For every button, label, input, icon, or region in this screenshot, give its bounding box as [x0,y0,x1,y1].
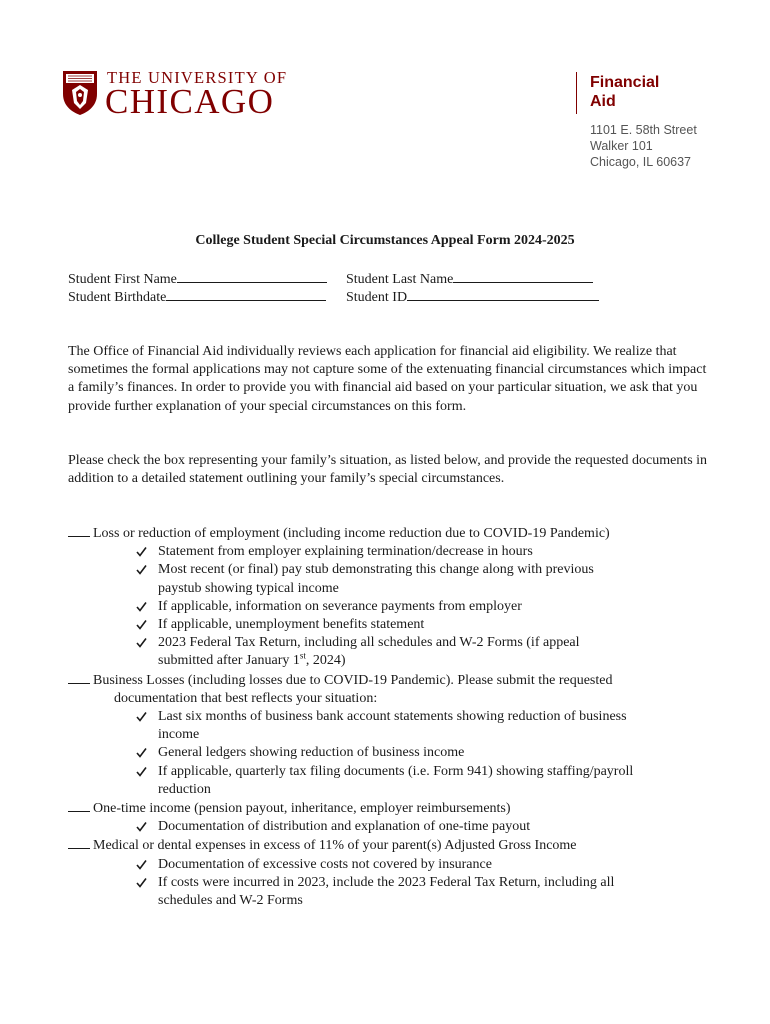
list-item-text: If applicable, quarterly tax filing documents (i.e. Form 941) showing staffing/payroll [158,763,634,779]
checkmark-icon [136,874,150,888]
list-item-continuation: income [158,727,200,743]
list-item [68,856,718,874]
address-line3: Chicago, IL 60637 [590,155,692,169]
birthdate-label: Student Birthdate [68,290,167,305]
list-item [68,818,718,836]
list-item [68,543,718,561]
checkmark-icon [136,708,150,722]
list-item [68,561,718,579]
university-crest-logo [62,70,98,116]
first-name-label: Student First Name [68,272,177,287]
list-item-text: Documentation of excessive costs not covered by insurance [158,856,492,872]
checkmark-icon [136,634,150,648]
checkmark-icon [136,561,150,575]
ordinal-suffix: st [299,650,306,661]
list-item-text: 2023 Federal Tax Return, including all schedules and W-2 Forms (if appeal [158,635,580,651]
circumstance-categories [68,524,718,910]
checkmark-icon [136,598,150,612]
category-check-blank[interactable] [68,671,90,684]
list-item [68,874,718,892]
office-title [590,73,659,111]
office-address [590,122,697,170]
form-title: College Student Special Circumstances Appeal Form 2024-2025 [195,233,575,248]
continuation-text: , 2024) [305,653,346,669]
category-label: One-time income (pension payout, inheritance, employer reimbursements) [93,801,511,817]
category-one-time-income [68,799,718,818]
student-id-label: Student ID [346,290,408,305]
last-name-label: Student Last Name [346,272,454,287]
list-item-text: If applicable, information on severance payments from employer [158,598,522,614]
list-item-continuation: schedules and W-2 Forms [158,893,303,909]
list-item-text: Documentation of distribution and explanation of one-time payout [158,819,531,835]
list-item-text: Statement from employer explaining termination/decrease in hours [158,544,533,560]
birthdate-field[interactable] [166,288,326,301]
list-item-continuation: paystub showing typical income [158,580,339,596]
checkmark-icon [136,616,150,630]
list-item-continuation [68,652,718,670]
university-name-line1: THE UNIVERSITY OF [107,68,288,87]
category-label-continuation: documentation that best reflects your situation: [114,690,378,706]
continuation-text: submitted after January 1 [158,653,300,669]
category-label: Medical or dental expenses in excess of 11% of your parent(s) Adjusted Gross Income [93,838,577,854]
header-divider [576,72,577,114]
student-id-field[interactable] [407,288,599,301]
address-line1: 1101 E. 58th Street [590,123,697,137]
list-item-text: Last six months of business bank account statements showing reduction of business [158,709,627,725]
category-employment [68,524,718,543]
checkmark-icon [136,818,150,832]
checkmark-icon [136,763,150,777]
list-item [68,708,718,726]
list-item [68,598,718,616]
checkmark-icon [136,856,150,870]
university-name-line2: CHICAGO [105,82,275,121]
list-item-text: If costs were incurred in 2023, include the 2023 Federal Tax Return, including all [158,874,615,890]
list-item-continuation: reduction [158,781,211,797]
list-item [68,634,718,652]
first-name-field[interactable] [177,270,327,283]
category-label: Business Losses (including losses due to COVID-19 Pandemic). Please submit the requested [93,672,613,688]
last-name-field[interactable] [453,270,593,283]
list-item-text: If applicable, unemployment benefits statement [158,617,425,633]
list-item [68,744,718,762]
instruction-paragraph: Please check the box representing your family’s situation, as listed below, and provide the requested documents in addition to a detailed statement outlining your family’s special circumstances. [68,453,708,487]
list-item-text: General ledgers showing reduction of business income [158,745,465,761]
category-check-blank[interactable] [68,524,90,537]
category-business-losses [68,671,718,690]
category-check-blank[interactable] [68,836,90,849]
list-item [68,616,718,634]
office-title-line1: Financial [590,74,660,91]
list-item [68,763,718,781]
checkmark-icon [136,744,150,758]
address-line2: Walker 101 [590,139,653,153]
category-label: Loss or reduction of employment (including income reduction due to COVID-19 Pandemic) [93,526,610,541]
checkmark-icon [136,543,150,557]
category-medical-expenses [68,836,718,855]
list-item-text: Most recent (or final) pay stub demonstrating this change along with previous [158,562,594,578]
category-check-blank[interactable] [68,799,90,812]
office-title-line2: Aid [590,93,616,110]
intro-paragraph: The Office of Financial Aid individually reviews each application for financial aid eligibility. We realize that sometimes the formal applications may not capture some of the extenuating financial circumstances which impact a family’s finances. In order to provide you with financial aid based on your particular situation, we ask that you provide further explanation of your special circumstances on this form. [68,344,707,414]
student-info-fields [68,270,454,306]
